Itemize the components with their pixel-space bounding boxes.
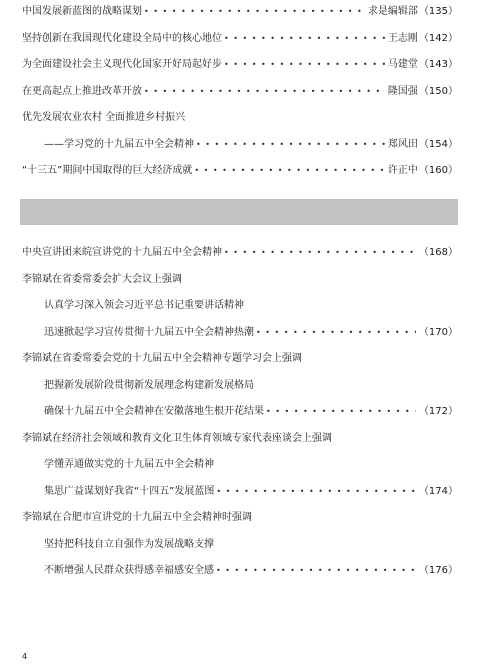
toc-entry[interactable] xyxy=(44,325,458,341)
toc-entry[interactable] xyxy=(44,537,458,553)
toc-entry[interactable] xyxy=(22,272,458,288)
toc-entry-title: 李锦斌在合肥市宣讲党的十九届五中全会精神时强调 xyxy=(22,512,252,523)
toc-leader-dots xyxy=(224,31,386,47)
toc-entry[interactable] xyxy=(22,163,458,179)
toc-entry-title: 李锦斌在省委常委会扩大会议上强调 xyxy=(22,273,182,285)
toc-entry-page: （168） xyxy=(418,247,458,258)
toc-leader-dots xyxy=(144,4,366,20)
toc-leader-dots xyxy=(216,563,416,579)
toc-entry-title: 李锦斌在经济社会领域和教育文化卫生体育领域专家代表座谈会上强调 xyxy=(22,432,332,444)
toc-entry-page: （154） xyxy=(418,138,458,150)
toc-leader-dots xyxy=(216,484,416,500)
toc-entry-title: ——学习党的十九届五中全会精神 xyxy=(44,138,194,150)
toc-entry[interactable] xyxy=(22,31,458,47)
toc-entry-page: （135） xyxy=(418,6,458,17)
toc-entry-title: 李锦斌在省委常委会党的十九届五中全会精神专题学习会上强调 xyxy=(22,353,302,364)
toc-entry-title: 坚持创新在我国现代化建设全局中的核心地位 xyxy=(22,32,222,44)
toc-entry-page: （150） xyxy=(418,85,458,97)
toc-leader-dots xyxy=(144,84,386,100)
toc-entry-page: （160） xyxy=(418,165,458,176)
toc-entry-title: 集思广益谋划好我省“十四五”发展蓝图 xyxy=(44,485,215,497)
toc-entry[interactable] xyxy=(22,4,458,20)
toc-entry[interactable] xyxy=(44,404,458,420)
toc-entry[interactable] xyxy=(22,510,458,526)
toc-leader-dots xyxy=(256,325,416,341)
toc-entry[interactable] xyxy=(44,484,458,500)
toc-entry[interactable] xyxy=(22,110,458,126)
toc-entry[interactable] xyxy=(22,57,458,73)
toc-leader-dots xyxy=(266,404,416,420)
toc-entry[interactable] xyxy=(22,84,458,100)
toc-entry-title: 坚持把科技自立自强作为发展战略支撑 xyxy=(44,538,214,550)
toc-entry[interactable] xyxy=(44,137,458,153)
toc-entry-title: 中央宣讲团来皖宣讲党的十九届五中全会精神 xyxy=(22,247,222,258)
toc-leader-dots xyxy=(224,245,416,261)
toc-entry-title: 确保十九届五中全会精神在安徽落地生根开花结果 xyxy=(44,406,264,417)
toc-entry-title: 不断增强人民群众获得感幸福感安全感 xyxy=(44,565,214,576)
toc-entry-title: 为全面建设社会主义现代化国家开好局起好步 xyxy=(22,59,222,70)
toc-entry-author: 马建堂 xyxy=(387,59,418,70)
toc-entry-author: 许正中 xyxy=(387,165,418,176)
section-divider-band xyxy=(20,199,458,225)
toc-entry-author: 求是编辑部 xyxy=(367,6,418,17)
toc-entry[interactable] xyxy=(22,431,458,447)
toc-entry-author: 王志刚 xyxy=(387,32,418,44)
page-number: 4 xyxy=(22,652,28,661)
toc-entry-page: （176） xyxy=(418,565,458,576)
toc-entry-title: 认真学习深入领会习近平总书记重要讲话精神 xyxy=(44,300,244,311)
toc-entry-title: 学懂弄通做实党的十九届五中全会精神 xyxy=(44,459,214,470)
toc-entry-page: （170） xyxy=(418,326,458,338)
toc-entry-page: （142） xyxy=(418,32,458,44)
toc-entry-title: “十三五”期间中国取得的巨大经济成就 xyxy=(22,165,193,176)
toc-entry[interactable] xyxy=(44,298,458,314)
toc-entry-page: （143） xyxy=(418,59,458,70)
toc-entry-page: （174） xyxy=(418,485,458,497)
toc-entry[interactable] xyxy=(22,245,458,261)
toc-entry-author: 郑风田 xyxy=(387,138,418,150)
toc-entry[interactable] xyxy=(22,351,458,367)
toc-leader-dots xyxy=(224,57,386,73)
toc-entry-page: （172） xyxy=(418,406,458,417)
toc-leader-dots xyxy=(196,137,386,153)
toc-entry-title: 在更高起点上推进改革开放 xyxy=(22,85,142,97)
toc-entry[interactable] xyxy=(44,457,458,473)
toc-entry-title: 优先发展农业农村 全面推进乡村振兴 xyxy=(22,112,186,123)
toc-entry-title: 中国发展新蓝图的战略谋划 xyxy=(22,6,142,17)
toc-entry-title: 把握新发展阶段贯彻新发展理念构建新发展格局 xyxy=(44,379,254,391)
toc-entry[interactable] xyxy=(44,563,458,579)
toc-leader-dots xyxy=(194,163,386,179)
toc-entry[interactable] xyxy=(44,378,458,394)
toc-entry-title: 迅速掀起学习宣传贯彻十九届五中全会精神热潮 xyxy=(44,326,254,338)
toc-entry-author: 隆国强 xyxy=(387,85,418,97)
